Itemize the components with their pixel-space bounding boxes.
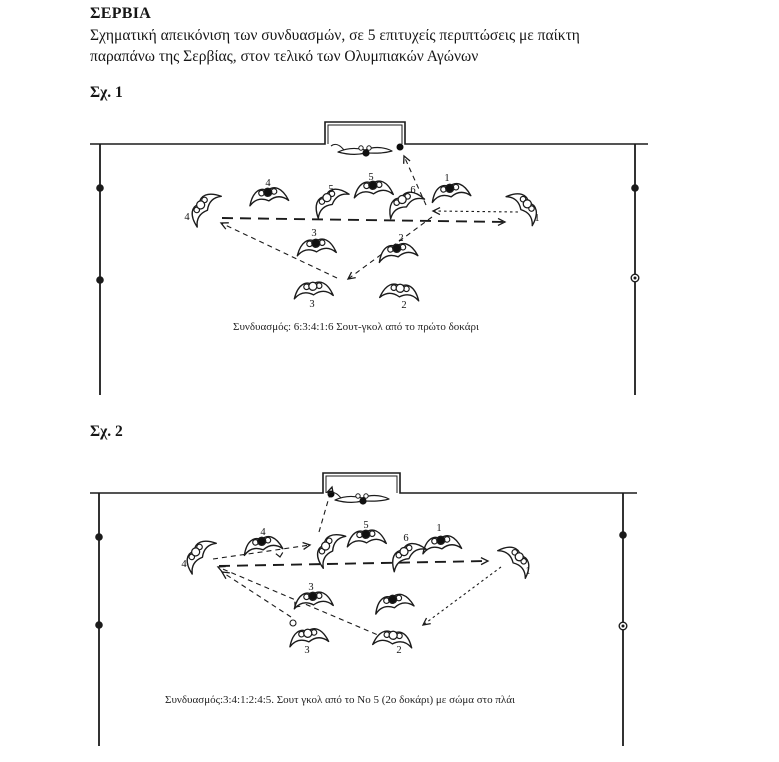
player-number-label: 1 <box>525 566 531 577</box>
player-figure-dark-3 <box>296 238 336 256</box>
pass-arrow <box>222 218 505 222</box>
wall-marker-dot <box>95 533 103 541</box>
figure-2-heading: Σχ. 2 <box>90 423 123 440</box>
wall-marker-ring-center <box>634 277 637 280</box>
player-figure-white-2 <box>380 283 420 301</box>
player-number-label: 3 <box>308 582 314 593</box>
player-figure-dark-2 <box>377 241 418 263</box>
player-figure-white <box>311 528 346 569</box>
player-number-label: 1 <box>534 213 540 224</box>
player-number-label: 4 <box>265 178 271 189</box>
goal-inner-line <box>326 476 397 493</box>
player-number-label: 5 <box>328 184 334 195</box>
player-figure-white-3 <box>288 627 329 647</box>
pass-arrow <box>222 572 291 617</box>
ball <box>397 144 404 151</box>
player-number-label: 2 <box>396 645 402 656</box>
goalkeeper-figure <box>328 492 389 504</box>
player-figure-dark <box>373 591 414 614</box>
wall-marker-ring-center <box>622 625 625 628</box>
pass-arrow <box>433 211 518 212</box>
wall-marker-dot <box>619 531 627 539</box>
figure-1-heading: Σχ. 1 <box>90 84 123 101</box>
player-figure-white-3 <box>293 281 333 299</box>
player-figure-white-2 <box>373 630 413 648</box>
player-number-label: 5 <box>363 520 369 531</box>
player-number-label: 2 <box>398 233 404 244</box>
wall-marker-dot <box>96 184 104 192</box>
player-number-label: 4 <box>181 559 187 570</box>
player-number-label: 6 <box>403 533 409 544</box>
waterpolo-diagram-2 <box>85 460 660 755</box>
player-number-label: 5 <box>368 172 374 183</box>
player-figure-dark-1 <box>421 534 462 554</box>
player-number-label: 1 <box>436 523 442 534</box>
player-number-label: 3 <box>309 299 315 310</box>
player-number-label: 3 <box>311 228 317 239</box>
player-figure-dark-5 <box>346 529 386 547</box>
player-number-label: 2 <box>401 300 407 311</box>
player-number-label: 4 <box>184 212 190 223</box>
page-title: ΣΕΡΒΙΑ <box>90 5 152 22</box>
player-number-label: 6 <box>410 185 416 196</box>
figure-2-caption: Συνδυασμός:3:4:1:2:4:5. Σουτ γκολ από το Νο 5 (2ο δοκάρι) με σώμα στο πλάι <box>165 694 515 706</box>
goalkeeper-figure <box>331 144 392 156</box>
player-figure-white-4 <box>185 187 221 227</box>
player-number-label: 3 <box>304 645 310 656</box>
goal-inner-line <box>328 125 402 144</box>
wall-marker-dot <box>631 184 639 192</box>
player-number-label: 4 <box>260 527 266 538</box>
wall-marker-dot <box>95 621 103 629</box>
wall-marker-dot <box>96 276 104 284</box>
player-number-label: 1 <box>444 173 450 184</box>
ball-previous-position <box>290 620 296 626</box>
pass-arrow <box>219 561 488 566</box>
player-figure-dark-1 <box>430 181 471 203</box>
figure-1-caption: Συνδυασμός: 6:3:4:1:6 Σουτ-γκολ από το πρώτο δοκάρι <box>233 321 479 333</box>
pass-arrow <box>423 567 501 625</box>
page-subtitle: Σχηματική απεικόνιση των συνδυασμών, σε 5 επιτυχείς περιπτώσεις με παίκτη παραπάνω της Σερβίας, στον τελικό των Ολυμπιακών Αγώνων <box>90 27 580 65</box>
movement-tick <box>276 552 284 557</box>
waterpolo-diagram-1 <box>85 118 660 405</box>
